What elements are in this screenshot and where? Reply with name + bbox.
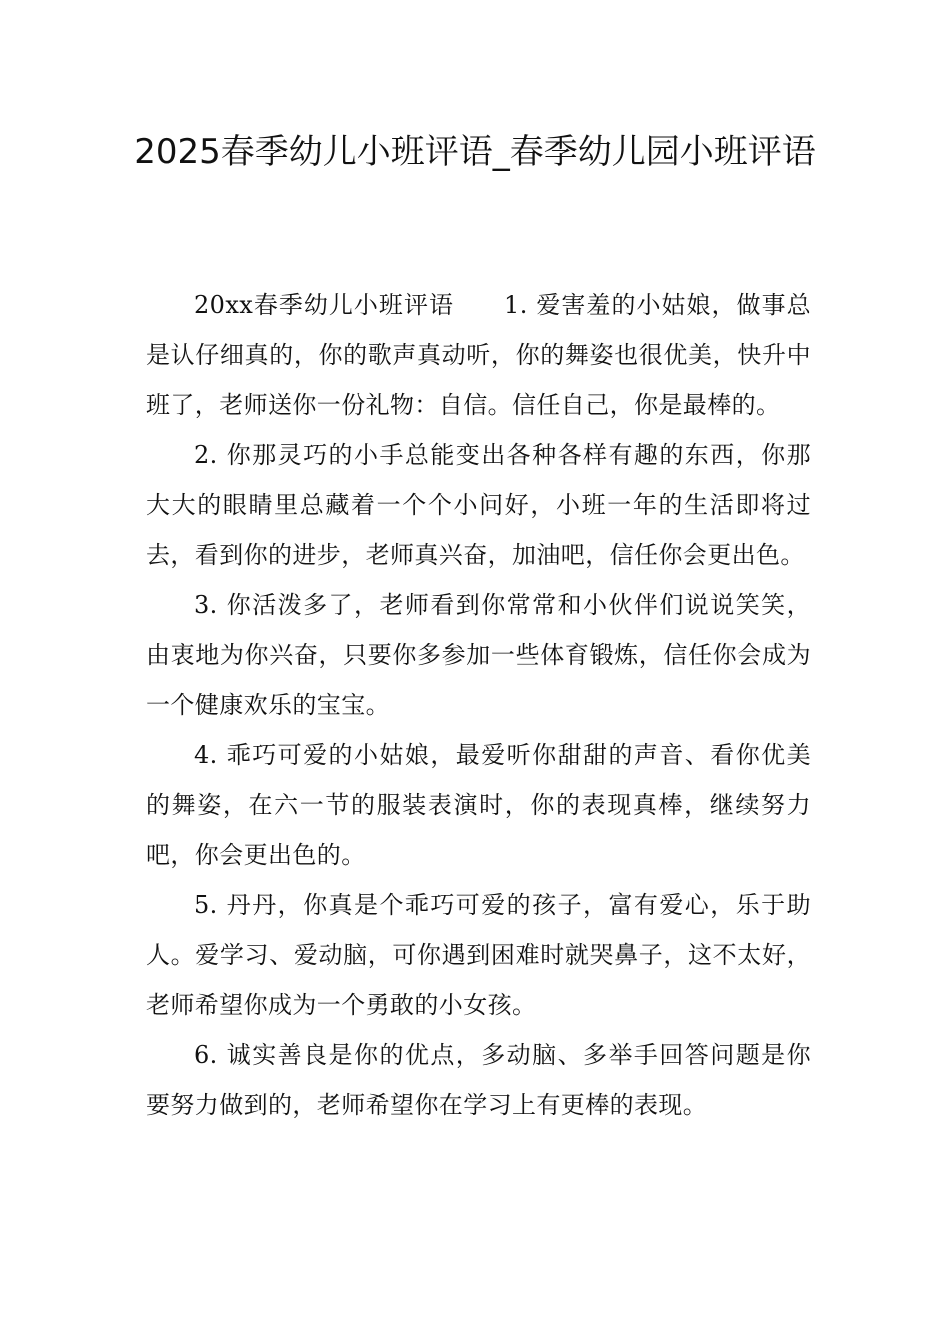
paragraph-comment-3: 3. 你活泼多了，老师看到你常常和小伙伴们说说笑笑，由衷地为你兴奋，只要你多参加一些体育锻炼，信任你会成为一个健康欢乐的宝宝。 [146,591,811,719]
paragraph-intro-comment-1: 20xx春季幼儿小班评语 1. 爱害羞的小姑娘，做事总是认仔细真的，你的歌声真动听，你的舞姿也很优美，快升中班了，老师送你一份礼物：自信。信任自己，你是最棒的。 [146,291,811,419]
paragraph-comment-2: 2. 你那灵巧的小手总能变出各种各样有趣的东西，你那大大的眼睛里总藏着一个个小问好，小班一年的生活即将过去，看到你的进步，老师真兴奋，加油吧，信任你会更出色。 [146,441,811,569]
paragraph-comment-5: 5. 丹丹，你真是个乖巧可爱的孩子，富有爱心，乐于助人。爱学习、爱动脑，可你遇到困难时就哭鼻子，这不太好，老师希望你成为一个勇敢的小女孩。 [146,891,811,1019]
document-body [146,280,811,1130]
paragraph-comment-4: 4. 乖巧可爱的小姑娘，最爱听你甜甜的声音、看你优美的舞姿，在六一节的服装表演时，你的表现真棒，继续努力吧，你会更出色的。 [146,741,811,869]
document-title: 2025春季幼儿小班评语_春季幼儿园小班评语 [134,132,816,172]
paragraph-comment-6: 6. 诚实善良是你的优点，多动脑、多举手回答问题是你要努力做到的，老师希望你在学习上有更棒的表现。 [146,1041,811,1119]
